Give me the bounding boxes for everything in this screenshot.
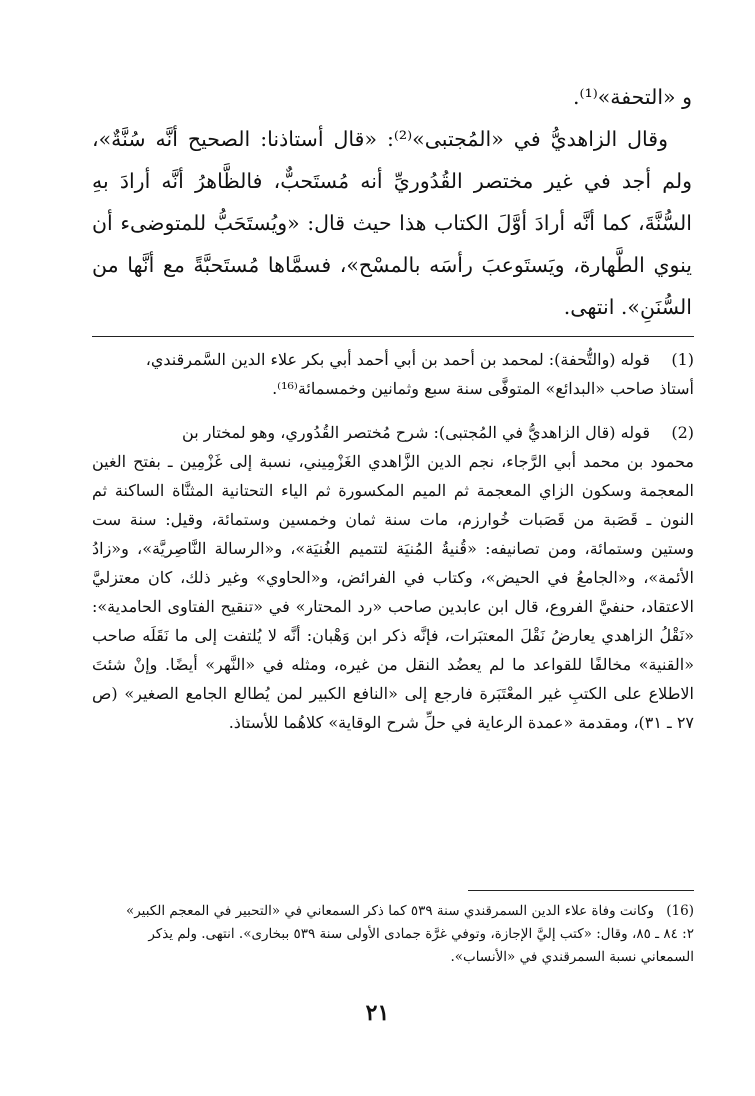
subnote-text: وكانت وفاة علاء الدين السمرقندي سنة ٥٣٩ كما ذكر السمعاني في «التحبير في المعجم الكبير» [125, 903, 654, 919]
footnote-text: قوله (والتُّحفة): لمحمد بن أحمد بن أبي أحمد أبي بكر علاء الدين السَّمرقندي، [145, 350, 650, 369]
main-line-1: و «التحفة»⁽¹⁾. [572, 85, 692, 109]
subnote-separator [468, 890, 694, 891]
footnote-separator [92, 336, 694, 337]
main-paragraph: وقال الزاهديُّ في «المُجتبى»⁽²⁾: «قال أستاذنا: الصحيح أنَّه سُنَّةٌ»، ولم أجد في غير مختصر القُدُوريِّ أنه مُستَحبٌّ، فالظَّاهرُ أنَّه أرادَ بهِ السُّنَّةَ، كما أنَّه أرادَ أوَّلَ الكتاب هذا حيث قال: «ويُستَحَبُّ للمتوضىء أن ينوي الطَّهارة، ويَستَوعبَ رأسَه بالمسْح»، فسمَّاها مُستَحبَّةً مع أنَّها من السُّنَنِ». انتهى. [92, 127, 692, 319]
footnote-text: قوله (قال الزاهديُّ في المُجتبى): شرح مُختصر القُدُوري، وهو لمختار بن [182, 423, 650, 442]
footnote-continuation: محمود بن محمد أبي الرَّجاء، نجم الدين الزَّاهدي الغَزْمِيني، نسبة إلى غَزْمِين ـ بفتح الغين المعجمة وسكون الزاي المعجمة ثم الميم المكسورة ثم الياء التحتانية المثنَّاة الساكنة ثم النون ـ قَصَبة من قَصَبات خُوارزم، مات سنة ثمان وخمسين وستمائة، وقيل: سنة ست وستين وستمائة، ومن تصانيفه: «قُنيةُ المُنيَة لتتميم الغُنيَة»، و«الرسالة النَّاصِريَّة»، و«زادُ الأئمة»، و«الجامعُ في الحيض»، وكتاب في الفرائض، و«الحاوي» وغير ذلك، كان معتزليَّ الاعتقاد، حنفيَّ الفروع، قال ابن عابدين صاحب «رد المحتار» في «تنقيح الفتاوى الحامدية»: «نَقْلُ الزاهدي يعارضُ نَقْلَ المعتبَرات، فإنَّه ذكر ابن وَهْبان: أنَّه لا يُلتفت إلى ما نَقَلَه صاحب «القنية» مخالفًا للقواعد ما لم يعضُد النقل من غيره، ومثله في «النَّهر» أيضًا. وإنْ شئتَ الاطلاع على الكتبِ غير المعْتَبَرة فارجع إلى «النافع الكبير لمن يُطالع الجامع الصغير» (ص ٢٧ ـ ٣١)، ومقدمة «عمدة الرعاية في حلِّ شرح الوقاية» كلاهُما للأستاذ. [92, 452, 695, 732]
subnote-number: (16) [666, 903, 694, 919]
footnote-2 [92, 418, 694, 737]
subnote-16 [92, 900, 694, 969]
footnote-number: (1) [671, 350, 694, 369]
subnote-continuation: ٢: ٨٤ ـ ٨٥، وقال: «كتب إليَّ الإجازة، وتوفي غرَّة جمادى الأولى سنة ٥٣٩ ببخارى». انتهى. ولم يذكر السمعاني نسبة السمرقندي في «الأنساب». [148, 926, 694, 965]
footnote-number: (2) [671, 423, 694, 442]
footnote-1 [92, 345, 694, 403]
footnote-continuation: أستاذ صاحب «البدائع» المتوفَّى سنة سبع وثمانين وخمسمائة⁽¹⁶⁾. [272, 379, 694, 398]
main-text [92, 76, 692, 328]
page-number: ٢١ [365, 1000, 390, 1026]
